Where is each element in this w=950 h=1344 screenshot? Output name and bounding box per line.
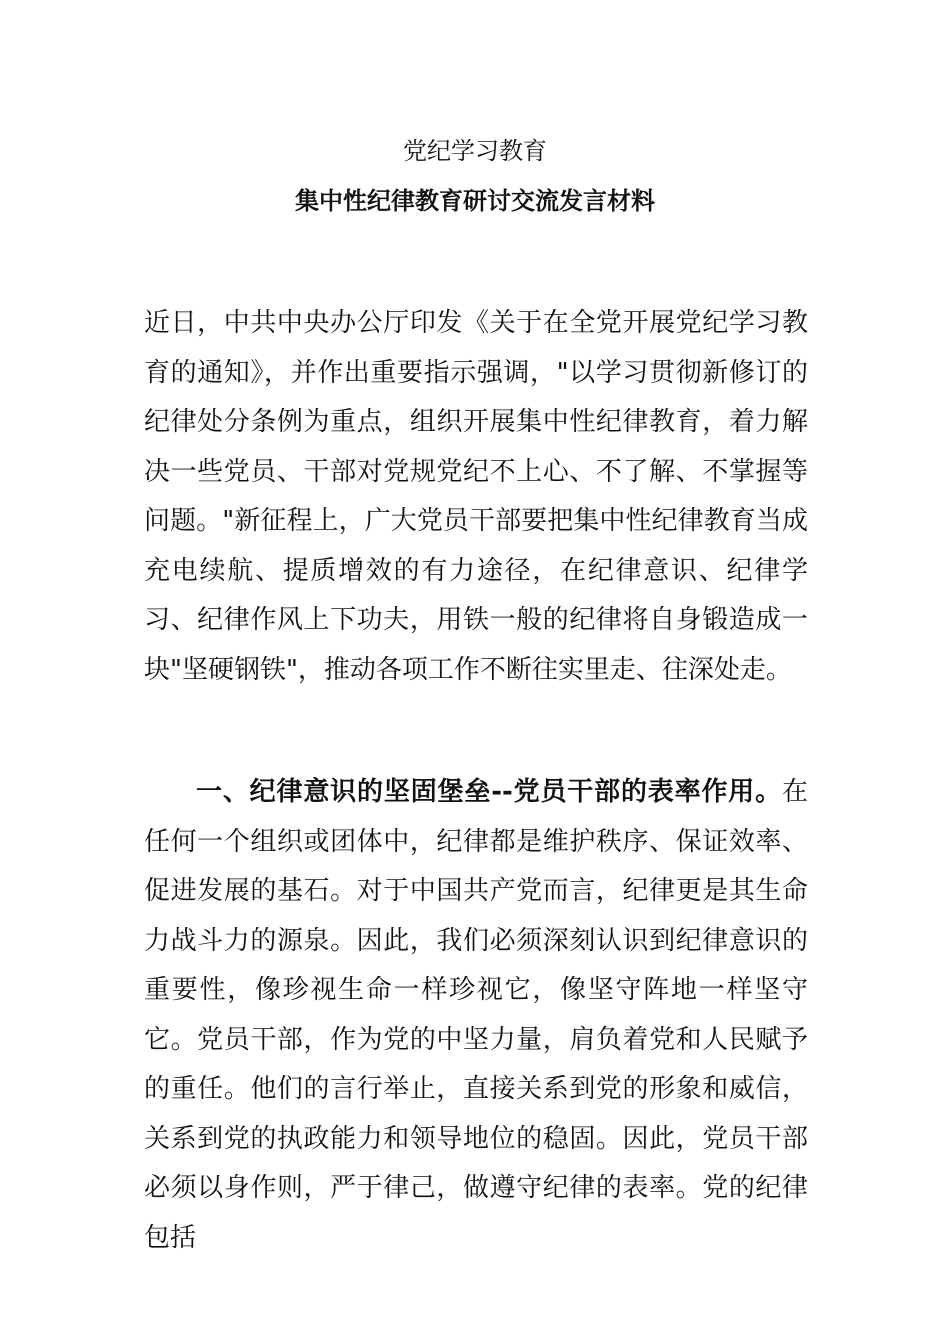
- document-subtitle: 党纪学习教育: [403, 137, 547, 165]
- section-one-paragraph: [144, 768, 808, 1263]
- document-title: 集中性纪律教育研讨交流发言材料: [295, 187, 655, 215]
- section-one-body: 在任何一个组织或团体中，纪律都是维护秩序、保证效率、促进发展的基石。对于中国共产党而言，纪律更是其生命力战斗力的源泉。因此，我们必须深刻认识到纪律意识的重要性，像珍视生命一样珍视它，像坚守阵地一样坚守它。党员干部，作为党的中坚力量，肩负着党和人民赋予的重任。他们的言行举止，直接关系到党的形象和威信，关系到党的执政能力和领导地位的稳固。因此，党员干部必须以身作则，严于律己，做遵守纪律的表率。党的纪律包括: [144, 777, 808, 1253]
- intro-paragraph: 近日，中共中央办公厅印发《关于在全党开展党纪学习教育的通知》，并作出重要指示强调，"以学习贯彻新修订的纪律处分条例为重点，组织开展集中性纪律教育，着力解决一些党员、干部对党规党纪不上心、不了解、不掌握等问题。"新征程上，广大党员干部要把集中性纪律教育当成充电续航、提质增效的有力途径，在纪律意识、纪律学习、纪律作风上下功夫，用铁一般的纪律将自身锻造成一块"坚硬钢铁"，推动各项工作不断往实里走、往深处走。: [144, 308, 808, 685]
- section-one-heading: 一、纪律意识的坚固堡垒--党员干部的表率作用。: [196, 777, 782, 807]
